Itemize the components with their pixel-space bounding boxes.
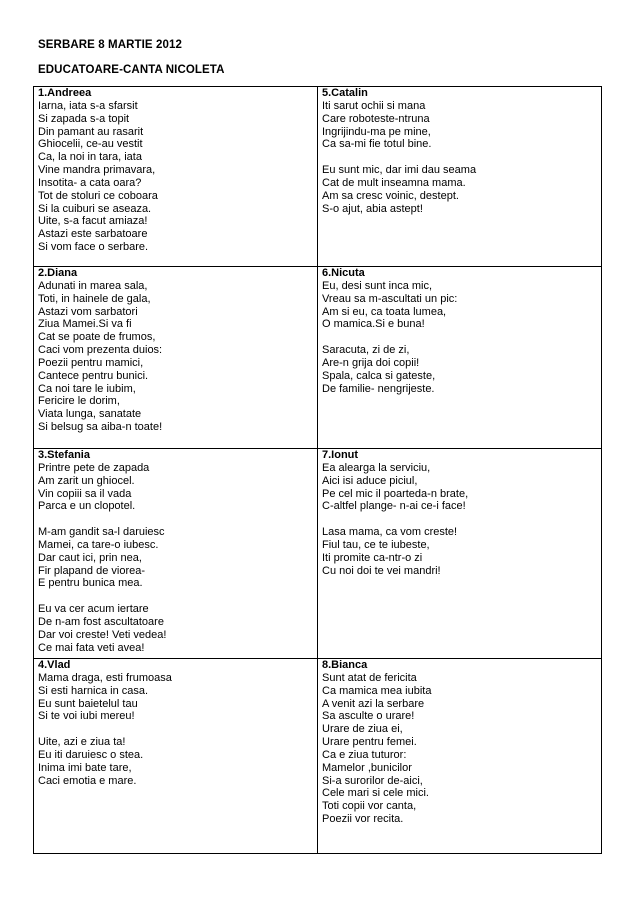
poem-line: Ziua Mamei.Si va fi	[38, 318, 132, 331]
document-title: SERBARE 8 MARTIE 2012	[38, 39, 182, 51]
poem-line: Viata lunga, sanatate	[38, 408, 142, 421]
poem-line: Spala, calca si gateste,	[322, 369, 436, 382]
stanza-break	[322, 151, 597, 164]
poem-line: Dar voi creste! Veti vedea!	[38, 628, 167, 641]
poem-line: Fir plapand de viorea-	[38, 564, 146, 577]
poem-line: Si te voi iubi mereu!	[38, 710, 135, 723]
poem-line: Mamei, ca tare-o iubesc.	[38, 538, 159, 551]
poem-line: Adunati in marea sala,	[38, 279, 148, 292]
table-row	[34, 659, 602, 854]
reciter-name: 2.Diana	[38, 267, 78, 279]
poem-line: Ca noi tare le iubim,	[38, 382, 136, 395]
poem-line: Cele mari si cele mici.	[322, 787, 429, 800]
stanza-break	[38, 590, 313, 603]
poem-cell	[318, 449, 602, 659]
poem-line: Caci vom prezenta duios:	[38, 344, 163, 357]
poem-cell	[34, 87, 318, 267]
poem-line: Are-n grija doi copii!	[322, 356, 420, 369]
poem-cell	[34, 267, 318, 449]
poems-table-body	[34, 87, 602, 854]
poem-line: Urare pentru femei.	[322, 736, 417, 749]
reciter-name: 3.Stefania	[38, 449, 90, 461]
poem-line: Cantece pentru bunici.	[38, 369, 149, 382]
poem-line: Ca, la noi in tara, iata	[38, 151, 142, 164]
poem-line: Uite, s-a facut amiaza!	[38, 215, 148, 228]
poem-line: Din pamant au rasarit	[38, 125, 144, 138]
poem-line: A venit azi la serbare	[322, 697, 425, 710]
poem-line: Aici isi aduce piciul,	[322, 474, 418, 487]
poem-line: Lasa mama, ca vom creste!	[322, 526, 458, 539]
poem-line: Am si eu, ca toata lumea,	[322, 305, 447, 318]
poem-line: Poezii vor recita.	[322, 813, 404, 826]
poem-line: Toti, in hainele de gala,	[38, 292, 151, 305]
poem-cell	[318, 659, 602, 854]
poem-line: Cu noi doi te vei mandri!	[322, 564, 441, 577]
poem-line: Ce mai fata veti avea!	[38, 641, 145, 654]
poem-line: De n-am fost ascultatoare	[38, 615, 164, 628]
poem-line: Tot de stoluri ce coboara	[38, 189, 158, 202]
poem-line: Si-a surorilor de-aici,	[322, 774, 423, 787]
poem-line: Cat se poate de frumos,	[38, 331, 156, 344]
poem-line: Parca e un clopotel.	[38, 500, 136, 513]
poem-line: Urare de ziua ei,	[322, 723, 403, 736]
poem-line: Eu sunt baietelul tau	[38, 697, 138, 710]
poem-line: M-am gandit sa-l daruiesc	[38, 526, 165, 539]
poem-line: Iarna, iata s-a sfarsit	[38, 99, 138, 112]
poem-line: Astazi vom sarbatori	[38, 305, 138, 318]
poem-line: S-o ajut, abia astept!	[322, 202, 423, 215]
reciter-name: 7.Ionut	[322, 449, 359, 461]
reciter-name: 5.Catalin	[322, 87, 368, 99]
poem-line: C-altfel plange- n-ai ce-i face!	[322, 500, 466, 513]
stanza-break	[322, 513, 597, 526]
poem-line: Eu iti daruiesc o stea.	[38, 748, 144, 761]
poem-line: Cat de mult inseamna mama.	[322, 176, 466, 189]
poem-line: Poezii pentru mamici,	[38, 356, 144, 369]
poem-line: Si vom face o serbare.	[38, 241, 149, 254]
poem-line: Am zarit un ghiocel.	[38, 474, 135, 487]
poem-line: Care roboteste-ntruna	[322, 112, 430, 125]
reciter-name: 8.Bianca	[322, 659, 368, 671]
poem-line: Printre pete de zapada	[38, 461, 150, 474]
poem-line: Fiul tau, ce te iubeste,	[322, 538, 430, 551]
poem-line: Saracuta, zi de zi,	[322, 344, 410, 357]
poem-line: Vreau sa m-ascultati un pic:	[322, 292, 458, 305]
poems-table	[33, 86, 602, 854]
poem-line: Eu va cer acum iertare	[38, 603, 149, 616]
poem-line: Eu sunt mic, dar imi dau seama	[322, 164, 477, 177]
stanza-break	[38, 513, 313, 526]
poem-line: Iti promite ca-ntr-o zi	[322, 551, 423, 564]
stanza-break	[322, 331, 597, 344]
poem-line: Sa asculte o urare!	[322, 710, 415, 723]
poem-line: Mama draga, esti frumoasa	[38, 671, 172, 684]
poem-line: Pe cel mic il poarteda-n brate,	[322, 487, 469, 500]
poem-line: Si esti harnica in casa.	[38, 684, 149, 697]
table-row	[34, 267, 602, 449]
poem-line: Si belsug sa aiba-n toate!	[38, 421, 163, 434]
poem-line: Ingrijindu-ma pe mine,	[322, 125, 431, 138]
poem-line: Ca sa-mi fie totul bine.	[322, 138, 432, 151]
poem-cell	[34, 449, 318, 659]
poem-line: Am sa cresc voinic, destept.	[322, 189, 459, 202]
poem-line: O mamica.Si e buna!	[322, 318, 425, 331]
poem-line: Ea alearga la serviciu,	[322, 461, 431, 474]
poem-line: Astazi este sarbatoare	[38, 228, 148, 241]
poem-line: Inima imi bate tare,	[38, 761, 132, 774]
poem-line: De familie- nengrijeste.	[322, 382, 435, 395]
poem-line: Ca e ziua tuturor:	[322, 748, 407, 761]
reciter-name: 1.Andreea	[38, 87, 92, 99]
poem-line: E pentru bunica mea.	[38, 577, 143, 590]
table-row	[34, 87, 602, 267]
poem-line: Vine mandra primavara,	[38, 164, 156, 177]
poem-line: Ca mamica mea iubita	[322, 684, 432, 697]
poem-cell	[318, 267, 602, 449]
poem-line: Sunt atat de fericita	[322, 671, 417, 684]
poem-line: Dar caut ici, prin nea,	[38, 551, 142, 564]
poem-line: Vin copiii sa il vada	[38, 487, 132, 500]
reciter-name: 6.Nicuta	[322, 267, 365, 279]
poem-cell	[318, 87, 602, 267]
poem-cell	[34, 659, 318, 854]
poem-line: Insotita- a cata oara?	[38, 176, 142, 189]
poem-line: Si la cuiburi se aseaza.	[38, 202, 152, 215]
reciter-name: 4.Vlad	[38, 659, 71, 671]
poem-line: Eu, desi sunt inca mic,	[322, 279, 433, 292]
poem-line: Uite, azi e ziua ta!	[38, 736, 126, 749]
table-row	[34, 449, 602, 659]
poem-line: Toti copii vor canta,	[322, 800, 417, 813]
poem-line: Fericire le dorim,	[38, 395, 120, 408]
document-subtitle: EDUCATOARE-CANTA NICOLETA	[38, 64, 225, 76]
stanza-break	[38, 723, 313, 736]
poem-line: Iti sarut ochii si mana	[322, 99, 426, 112]
poem-line: Si zapada s-a topit	[38, 112, 130, 125]
poem-line: Mamelor ,bunicilor	[322, 761, 412, 774]
poem-line: Ghiocelii, ce-au vestit	[38, 138, 143, 151]
poem-line: Caci emotia e mare.	[38, 774, 137, 787]
